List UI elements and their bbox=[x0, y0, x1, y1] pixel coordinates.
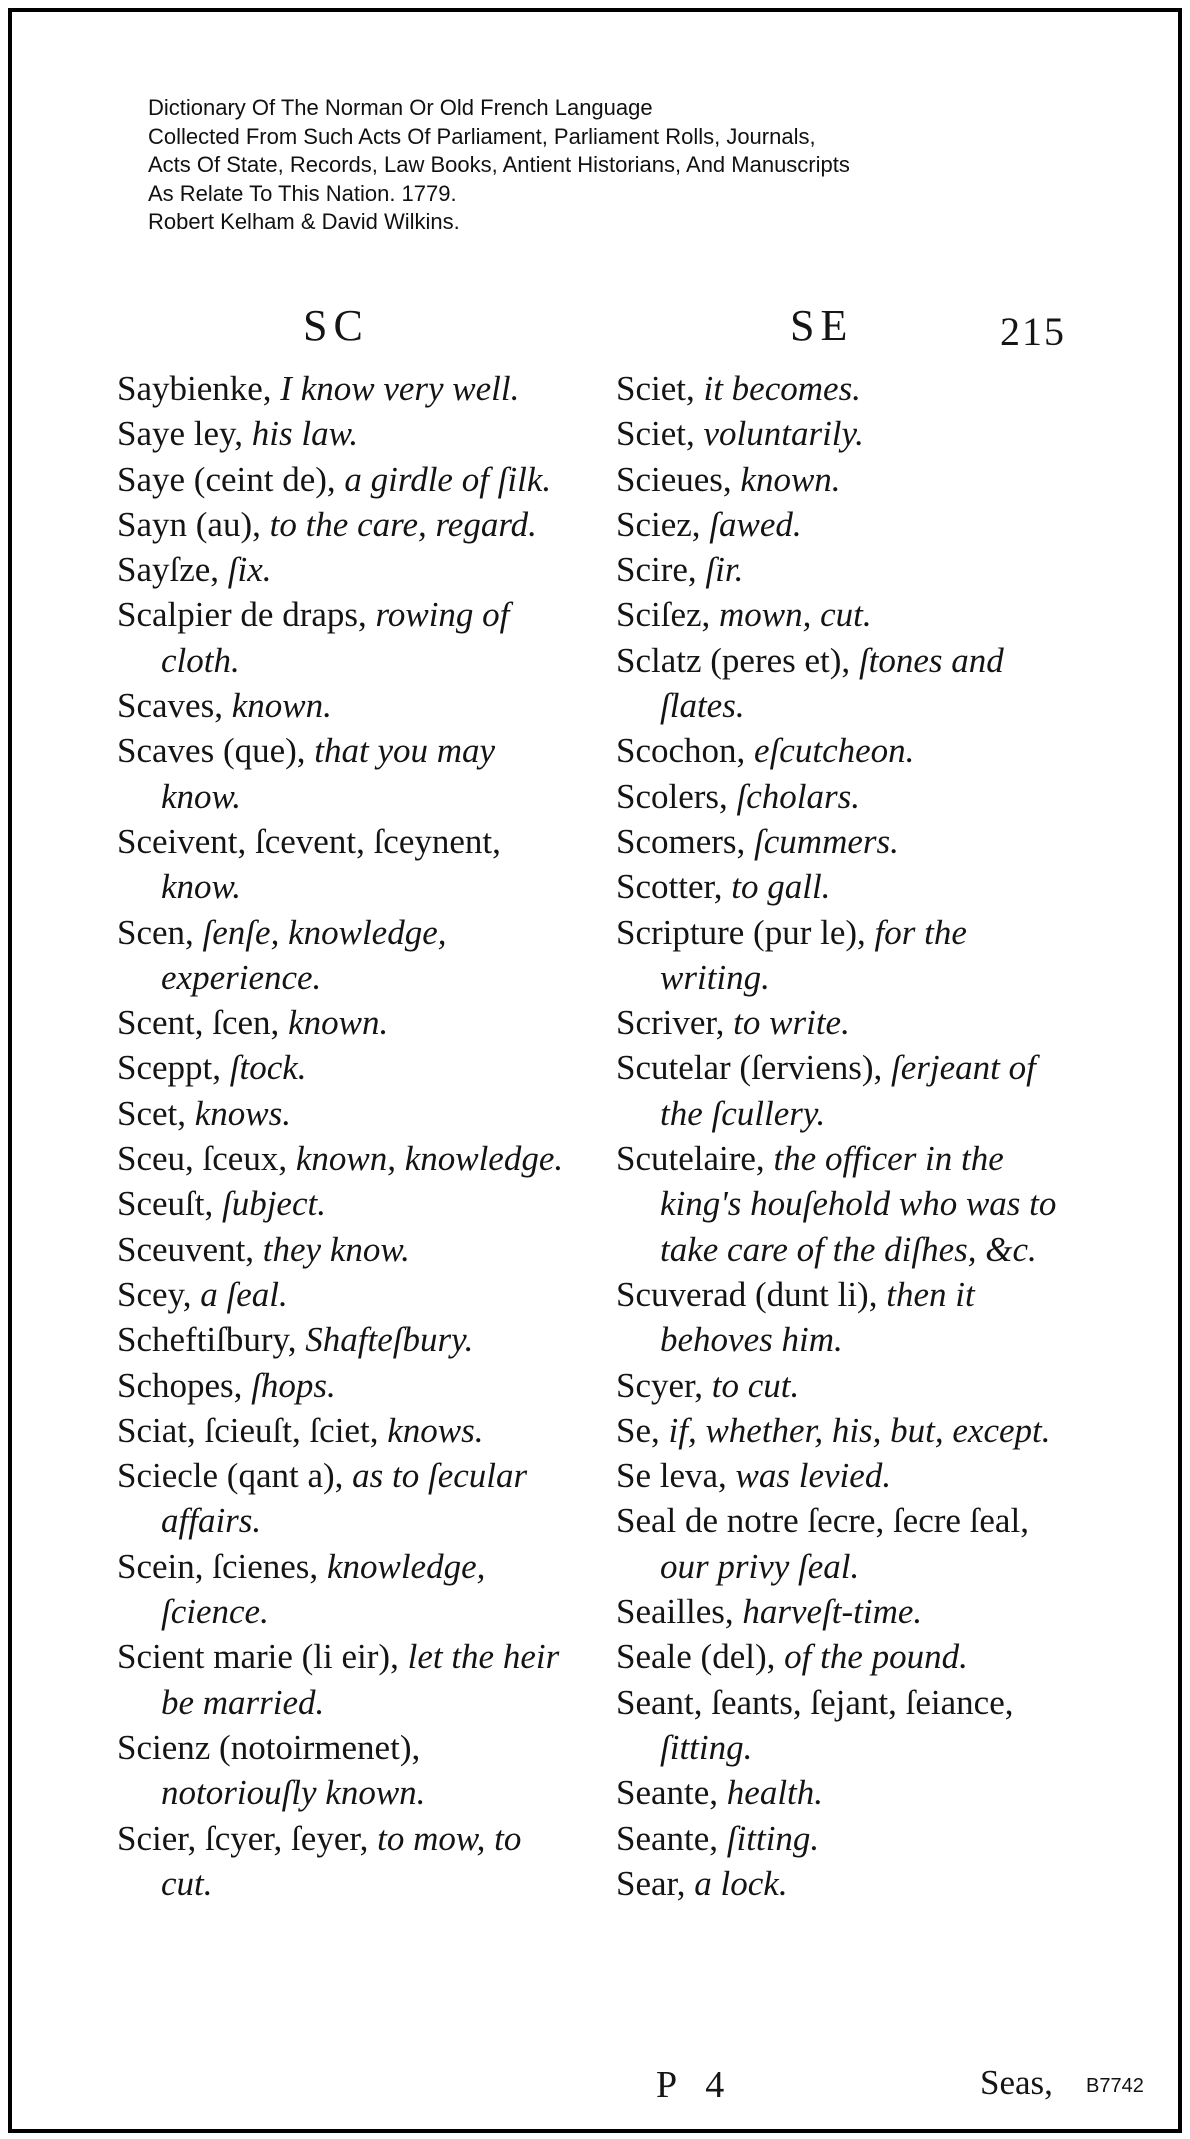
entry-definition: I know very well. bbox=[280, 369, 520, 408]
source-note-line: Collected From Such Acts Of Parliament, Parliament Rolls, Journals, bbox=[148, 123, 816, 149]
entry-definition: a girdle of ſilk. bbox=[344, 459, 552, 499]
signature-mark: P 4 bbox=[656, 2064, 735, 2106]
right-column bbox=[616, 366, 1071, 1906]
entry-definition: ſerjeant of the ſcullery. bbox=[660, 1048, 1036, 1133]
dictionary-entry bbox=[616, 1861, 1071, 1906]
dictionary-entry bbox=[616, 1770, 1071, 1815]
entry-definition: knowledge, ſcience. bbox=[161, 1546, 486, 1632]
entry-headword: Scey, bbox=[117, 1274, 192, 1314]
dictionary-entry bbox=[616, 1453, 1071, 1498]
dictionary-entry bbox=[616, 457, 1071, 502]
dictionary-entry bbox=[117, 1725, 577, 1816]
dictionary-entry bbox=[616, 1634, 1071, 1679]
dictionary-entry bbox=[616, 547, 1071, 592]
dictionary-entry bbox=[117, 1363, 577, 1408]
column-heading-left: SC bbox=[303, 301, 369, 350]
dictionary-entry bbox=[616, 819, 1071, 864]
entry-headword: Seante, bbox=[616, 1773, 719, 1813]
entry-definition: to gall. bbox=[731, 867, 831, 907]
entry-definition: ſitting. bbox=[726, 1818, 820, 1858]
entry-headword: Scieues, bbox=[616, 459, 732, 499]
entry-definition: known, knowledge. bbox=[295, 1139, 564, 1179]
source-note-line: Robert Kelham & David Wilkins. bbox=[148, 209, 460, 234]
entry-headword: Scen, bbox=[117, 912, 194, 952]
entry-headword: Scripture (pur le), bbox=[616, 912, 866, 952]
entry-headword: Scotter, bbox=[616, 867, 723, 907]
entry-headword: Seal de notre ſecre, ſecre ſeal, bbox=[616, 1501, 1029, 1541]
entry-definition: ſtones and ſlates. bbox=[660, 640, 1004, 726]
entry-headword: Scalpier de draps, bbox=[117, 595, 367, 635]
entry-definition: to mow, to cut. bbox=[161, 1818, 522, 1903]
entry-definition: known. bbox=[288, 1003, 389, 1043]
entry-headword: Scaves (que), bbox=[117, 731, 306, 771]
entry-headword: Scent, ſcen, bbox=[117, 1003, 280, 1043]
entry-headword: Scuverad (dunt li), bbox=[616, 1274, 878, 1314]
entry-definition: knows. bbox=[387, 1410, 484, 1450]
dictionary-entry bbox=[117, 1408, 577, 1453]
entry-definition: ſix. bbox=[227, 550, 272, 590]
entry-headword: Sceuſt, bbox=[117, 1184, 214, 1224]
entry-definition: ſubject. bbox=[221, 1184, 326, 1224]
entry-definition: a ſeal. bbox=[200, 1274, 288, 1314]
entry-definition: a lock. bbox=[694, 1863, 788, 1903]
entry-definition: known. bbox=[231, 686, 332, 726]
entry-headword: Sciet, bbox=[616, 414, 695, 454]
entry-definition: his law. bbox=[251, 414, 359, 454]
entry-definition: health. bbox=[726, 1773, 824, 1813]
dictionary-entry bbox=[117, 683, 577, 728]
dictionary-entry bbox=[117, 502, 577, 547]
entry-definition: harveſt-time. bbox=[742, 1592, 923, 1632]
entry-definition: voluntarily. bbox=[703, 414, 864, 454]
entry-headword: Scutelar (ſerviens), bbox=[616, 1048, 883, 1088]
entry-headword: Se, bbox=[616, 1410, 660, 1450]
entry-headword: Scyer, bbox=[616, 1365, 704, 1405]
entry-headword: Scire, bbox=[616, 550, 697, 590]
left-column bbox=[117, 366, 577, 1906]
entry-definition: they know. bbox=[262, 1229, 410, 1269]
entry-headword: Scet, bbox=[117, 1093, 187, 1133]
entry-headword: Seante, bbox=[616, 1818, 719, 1858]
entry-headword: Sayn (au), bbox=[117, 504, 261, 544]
entry-definition: as to ſecular affairs. bbox=[161, 1456, 528, 1541]
entry-definition: rowing of cloth. bbox=[161, 595, 510, 680]
entry-definition: ſawed. bbox=[709, 504, 802, 544]
dictionary-entry bbox=[616, 502, 1071, 547]
dictionary-entry bbox=[117, 1181, 577, 1226]
entry-definition: to write. bbox=[733, 1003, 850, 1043]
entry-definition: ſhops. bbox=[251, 1365, 336, 1405]
entry-definition: ſtock. bbox=[229, 1048, 307, 1088]
dictionary-entry bbox=[117, 1272, 577, 1317]
entry-headword: Scier, ſcyer, ſeyer, bbox=[117, 1818, 369, 1858]
entry-headword: Saye ley, bbox=[117, 414, 244, 454]
entry-headword: Scomers, bbox=[616, 821, 746, 861]
dictionary-entry bbox=[117, 1634, 577, 1725]
dictionary-entry bbox=[117, 1317, 577, 1362]
entry-definition: then it behoves him. bbox=[660, 1274, 975, 1360]
entry-definition: notoriouſly known. bbox=[161, 1773, 426, 1813]
entry-headword: Sclatz (peres et), bbox=[616, 640, 851, 680]
dictionary-entry bbox=[616, 638, 1071, 729]
dictionary-entry bbox=[616, 774, 1071, 819]
entry-definition: was levied. bbox=[735, 1456, 892, 1496]
entry-definition: if, whether, his, but, except. bbox=[668, 1410, 1051, 1450]
dictionary-entry bbox=[117, 592, 577, 683]
entry-definition: of the pound. bbox=[784, 1637, 968, 1677]
entry-headword: Sceuvent, bbox=[117, 1229, 255, 1269]
entry-headword: Scient marie (li eir), bbox=[117, 1637, 399, 1677]
entry-headword: Scaves, bbox=[117, 686, 223, 726]
entry-headword: Scochon, bbox=[616, 731, 746, 771]
dictionary-entry bbox=[616, 1589, 1071, 1634]
entry-headword: Scienz (notoirmenet), bbox=[117, 1727, 421, 1767]
entry-headword: Sayſze, bbox=[117, 550, 220, 590]
dictionary-entry bbox=[616, 1272, 1071, 1363]
dictionary-entry bbox=[616, 1045, 1071, 1136]
entry-definition: to the care, regard. bbox=[269, 504, 537, 544]
entry-definition: ſcholars. bbox=[736, 776, 861, 816]
entry-headword: Seant, ſeants, ſejant, ſeiance, bbox=[616, 1682, 1014, 1722]
entry-definition: ſir. bbox=[705, 550, 744, 590]
dictionary-entry bbox=[616, 864, 1071, 909]
entry-definition: the officer in the king's houſehold who was to take care of the diſhes, &c. bbox=[660, 1139, 1057, 1269]
dictionary-entry bbox=[117, 366, 577, 411]
entry-headword: Sciez, bbox=[616, 504, 701, 544]
dictionary-entry bbox=[117, 910, 577, 1001]
entry-definition: knows. bbox=[194, 1093, 292, 1133]
dictionary-entry bbox=[117, 1453, 577, 1544]
column-heading-right: SE bbox=[790, 301, 854, 350]
dictionary-entry bbox=[616, 1408, 1071, 1453]
entry-headword: Scriver, bbox=[616, 1003, 725, 1043]
dictionary-entry bbox=[117, 547, 577, 592]
entry-definition: known. bbox=[740, 459, 841, 499]
entry-definition: ſitting. bbox=[660, 1727, 753, 1767]
entry-headword: Sciet, bbox=[616, 369, 695, 408]
dictionary-entry bbox=[616, 728, 1071, 773]
dictionary-entry bbox=[117, 819, 577, 910]
entry-definition: know. bbox=[161, 867, 242, 907]
entry-headword: Schopes, bbox=[117, 1365, 243, 1405]
dictionary-entry bbox=[117, 1816, 577, 1907]
document-code: B7742 bbox=[1086, 2075, 1144, 2097]
entry-definition: let the heir be married. bbox=[161, 1637, 560, 1722]
source-note-line: As Relate To This Nation. 1779. bbox=[148, 180, 457, 206]
dictionary-entry bbox=[616, 1136, 1071, 1272]
dictionary-entry bbox=[616, 910, 1071, 1001]
entry-headword: Seailles, bbox=[616, 1592, 734, 1632]
entry-definition: ſenſe, knowledge, experience. bbox=[161, 912, 447, 997]
dictionary-entry bbox=[616, 592, 1071, 637]
page-number: 215 bbox=[1000, 309, 1066, 354]
source-note bbox=[148, 94, 850, 237]
dictionary-entry bbox=[117, 1544, 577, 1635]
entry-headword: Scheftiſbury, bbox=[117, 1320, 297, 1360]
source-note-line: Acts Of State, Records, Law Books, Antient Historians, And Manuscripts bbox=[148, 152, 850, 177]
entry-headword: Saye (ceint de), bbox=[117, 459, 336, 499]
dictionary-entry bbox=[117, 1227, 577, 1272]
dictionary-entry bbox=[616, 1680, 1071, 1771]
dictionary-entry bbox=[616, 1363, 1071, 1408]
dictionary-entry bbox=[117, 1045, 577, 1090]
dictionary-entry bbox=[117, 411, 577, 456]
entry-definition: eſcutcheon. bbox=[754, 731, 915, 771]
entry-definition: for the writing. bbox=[660, 912, 967, 997]
entry-headword: Seale (del), bbox=[616, 1637, 776, 1677]
entry-definition: our privy ſeal. bbox=[660, 1546, 860, 1586]
entry-headword: Sciat, ſcieuſt, ſciet, bbox=[117, 1410, 379, 1450]
entry-headword: Sceppt, bbox=[117, 1048, 222, 1088]
dictionary-entry bbox=[616, 1000, 1071, 1045]
entry-definition: Shafteſbury. bbox=[305, 1320, 474, 1360]
dictionary-entry bbox=[117, 1136, 577, 1181]
dictionary-entry bbox=[117, 1091, 577, 1136]
entry-headword: Sciſez, bbox=[616, 595, 711, 635]
catchword: Seas, bbox=[980, 2063, 1053, 2102]
dictionary-entry bbox=[117, 728, 577, 819]
dictionary-entry bbox=[616, 366, 1071, 411]
entry-headword: Sceu, ſceux, bbox=[117, 1139, 288, 1179]
entry-headword: Sceivent, ſcevent, ſceynent, bbox=[117, 821, 501, 861]
dictionary-entry bbox=[117, 457, 577, 502]
entry-definition: that you may know. bbox=[161, 731, 496, 816]
dictionary-entry bbox=[616, 1816, 1071, 1861]
dictionary-entry bbox=[117, 1000, 577, 1045]
entry-definition: mown, cut. bbox=[719, 595, 872, 635]
dictionary-entry bbox=[616, 411, 1071, 456]
dictionary-entry bbox=[616, 1498, 1071, 1589]
entry-definition: ſcummers. bbox=[754, 821, 899, 861]
entry-headword: Sciecle (qant a), bbox=[117, 1456, 344, 1496]
entry-headword: Scein, ſcienes, bbox=[117, 1546, 319, 1586]
entry-headword: Sear, bbox=[616, 1863, 686, 1903]
entry-headword: Se leva, bbox=[616, 1456, 727, 1496]
entry-definition: it becomes. bbox=[703, 369, 861, 408]
entry-headword: Saybienke, bbox=[117, 369, 272, 408]
entry-headword: Scolers, bbox=[616, 776, 728, 816]
entry-headword: Scutelaire, bbox=[616, 1139, 765, 1179]
source-note-line: Dictionary Of The Norman Or Old French Language bbox=[148, 95, 653, 120]
entry-definition: to cut. bbox=[711, 1365, 800, 1405]
